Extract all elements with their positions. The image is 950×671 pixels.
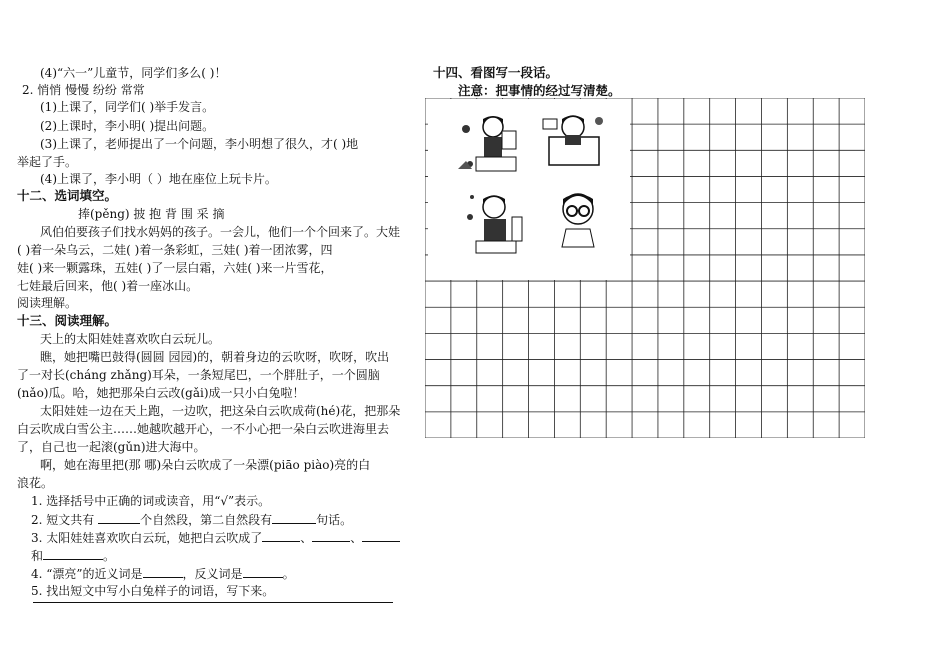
reading-line-3: 了一对长(cháng zhǎng)耳朵，一条短尾巴，一个胖肚子，一个圆脑	[17, 368, 380, 382]
question-1: 1. 选择括号中正确的词或读音，用“√”表示。	[31, 494, 271, 508]
fill-question-2-3-cont: 举起了手。	[17, 155, 78, 169]
answer-blank[interactable]	[43, 548, 103, 560]
section-14-title: 十四、看图写一段话。	[433, 65, 559, 80]
boy-reading-icon	[458, 116, 516, 171]
word-options-2: 2. 悄悄 慢慢 纷纷 常常	[22, 83, 145, 97]
picture-panel	[428, 99, 630, 280]
question-2: 2. 短文共有 个自然段，第二自然段有 句话。	[31, 513, 353, 527]
answer-blank[interactable]	[362, 530, 400, 542]
answer-blank[interactable]	[98, 512, 140, 524]
question-5: 5. 找出短文中写小白兔样子的词语，写下来。	[31, 584, 275, 598]
fill-question-2-4: (4)上课了，李小明（ ）地在座位上玩卡片。	[40, 172, 277, 186]
boy-studying-icon	[467, 195, 522, 253]
answer-line[interactable]	[33, 602, 393, 603]
section-13-title: 十三、阅读理解。	[17, 313, 118, 328]
answer-blank[interactable]	[243, 566, 283, 578]
reading-line-2: 瞧，她把嘴巴鼓得(圆圆 园园)的，朝着身边的云吹呀，吹呀，吹出	[40, 350, 390, 364]
section-14-note: 注意：把事情的经过写清楚。	[458, 83, 621, 98]
answer-blank[interactable]	[312, 530, 350, 542]
question-4: 4. “漂亮”的近义词是 ，反义词是 。	[31, 567, 295, 581]
section-12-words: 捧(pěng) 披 抱 背 围 采 摘	[78, 207, 225, 221]
reading-line-4: (nǎo)瓜。哈，她把那朵白云改(gǎi)成一只小白兔啦！	[17, 386, 305, 400]
section-12-para-5: 阅读理解。	[17, 296, 78, 310]
fill-question-2-1: (1)上课了，同学们( )举手发言。	[40, 100, 215, 114]
section-12-para-3: 娃( )来一颗露珠，五娃( )了一层白霜，六娃( )来一片雪花，	[17, 261, 333, 275]
question-3: 3. 太阳娃娃喜欢吹白云玩，她把白云吹成了 、 、	[31, 530, 400, 545]
reading-line-5: 太阳娃娃一边在天上跑，一边吹，把这朵白云吹成荷(hé)花，把那朵	[40, 404, 401, 418]
section-12-para-4: 七娃最后回来，他( )着一座冰山。	[17, 279, 199, 293]
section-12-para-2: ( )着一朵乌云，二娃( )着一条彩虹，三娃( )着一团浓雾，四	[17, 243, 333, 257]
section-12-title: 十二、选词填空。	[17, 188, 118, 203]
answer-blank[interactable]	[143, 566, 183, 578]
section-12-para-1: 风伯伯要孩子们找水妈妈的孩子。一会儿，他们一个个回来了。大娃	[40, 225, 401, 239]
reading-line-8: 啊，她在海里把(那 哪)朵白云吹成了一朵漂(piāo piào)亮的白	[40, 458, 371, 472]
reading-line-6: 白云吹成白雪公主……她越吹越开心，一不小心把一朵白云吹进海里去	[17, 422, 390, 436]
boy-with-glasses-icon	[562, 194, 594, 247]
reading-line-7: 了，自己也一起滚(gǔn)进大海中。	[17, 440, 206, 454]
answer-blank[interactable]	[272, 512, 316, 524]
question-3-cont: 和 。	[31, 549, 116, 563]
reading-line-9: 浪花。	[17, 476, 54, 490]
answer-blank[interactable]	[262, 530, 300, 542]
reading-line-1: 天上的太阳娃娃喜欢吹白云玩儿。	[40, 332, 221, 346]
boy-in-bed-icon	[543, 116, 603, 166]
fill-question-2-2: (2)上课时，李小明( )提出问题。	[40, 119, 215, 133]
fill-question-2-3: (3)上课了，老师提出了一个问题，李小明想了很久，才( )地	[40, 137, 359, 151]
fill-question-4: (4)“六一”儿童节，同学们多么( )！	[40, 66, 227, 80]
